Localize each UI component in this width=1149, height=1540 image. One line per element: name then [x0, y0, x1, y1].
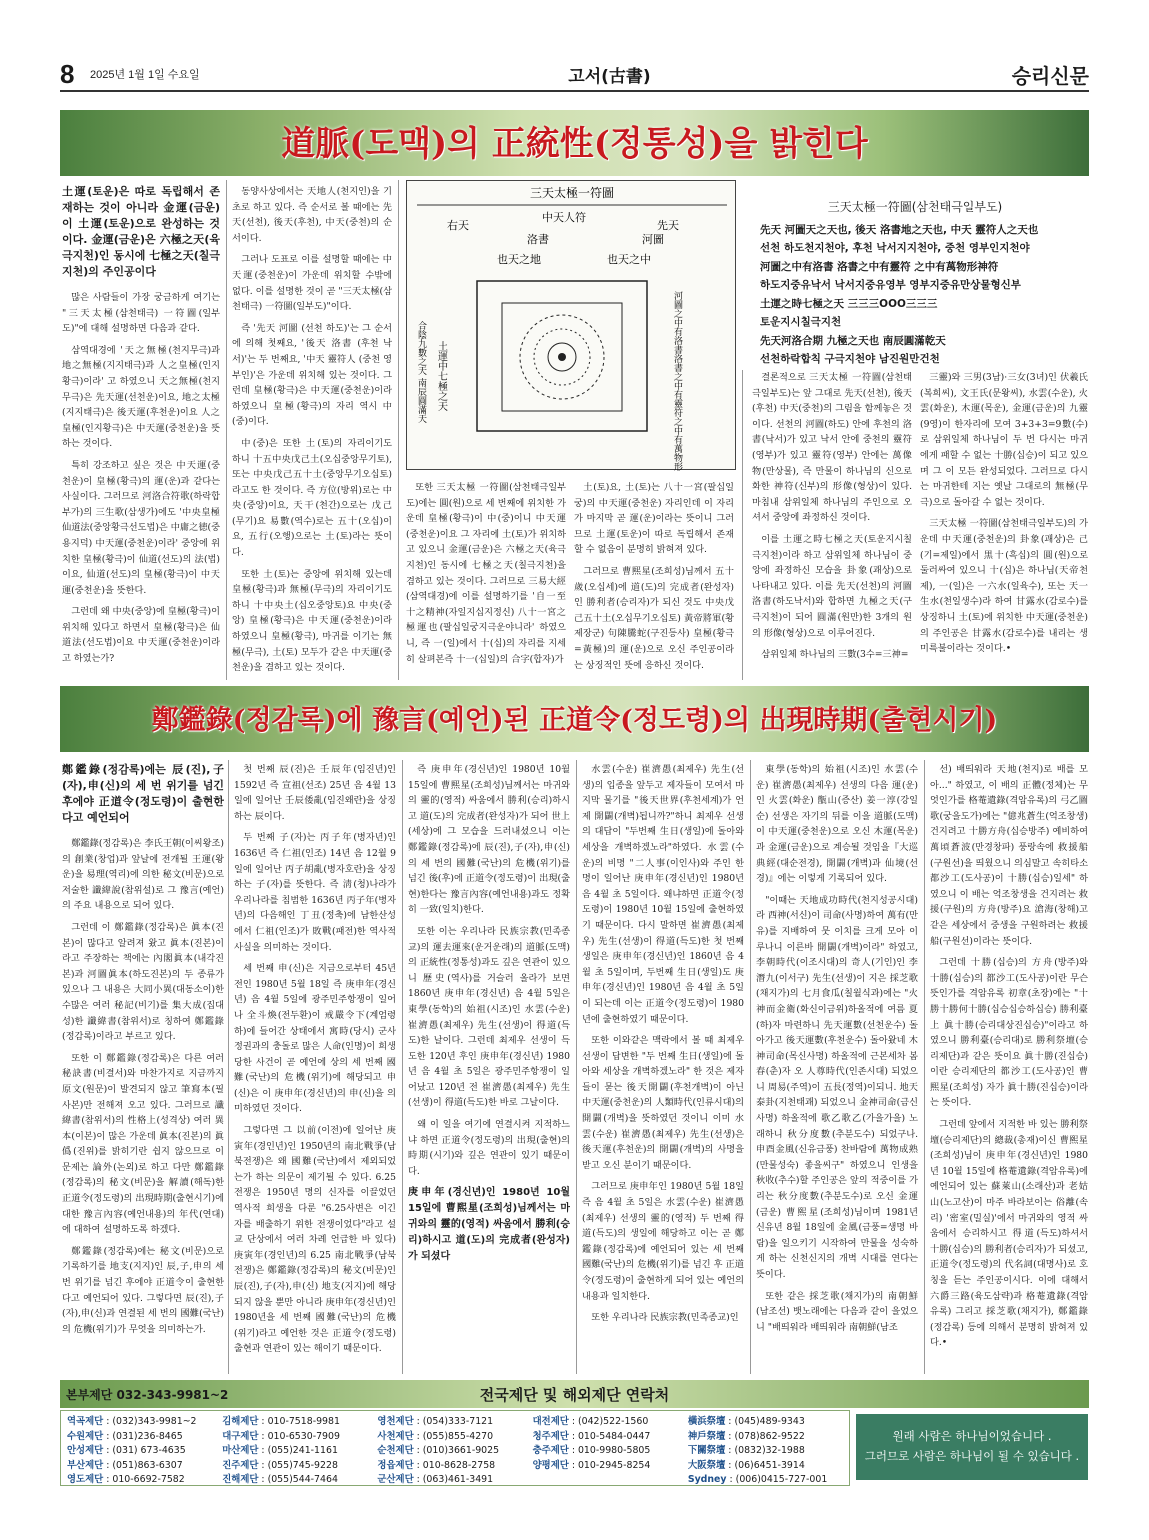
paragraph: 또한 이와같은 맥락에서 볼 때 최제우 선생이 답변한 "두 번째 生日(생일)에 돌아와 세상을 개벽하겠노라" 한 것은 제자들이 묻는 後天開闢(후천개벽)이 아닌 中天運(중천운)의 人類時代(인류시대)의 開闢(개벽)을 뜻하였던 것이니 이미 水雲(수운) 崔濟愚(최제우) 先生(선생)은 後天運(후천운)의 開闢(개벽)의 사명을 받고 오신 분이기 때문이다.	[582, 1035, 744, 1171]
paragraph: 또한 三天太極 一符圖(삼천태극일부도)에는 圓(원)으로 세 번째에 위치한 가운데 皇極(황극)이 中(중)이니 中天運(중천운)이요 그 자리에 土(토)가 위치하고 있으니 金運(금운)은 六極之天(육극지천)인 동시에 七極之天(칠극지천)을 겸하고 있는 것이다. 그러므로 三易大經(삼역대경)에 이를 설명하기를 '自一至十之精神(자일지십지정신) 八十一宮之極運也(팔십일궁지극운야니라' 하였으니, 즉 一(일)에서 十(십)의 자리를 지세히 살펴본즉 十一(십일)의 合字(합자)가	[406, 482, 566, 665]
hq-phone: 본부제단 032-343-9981~2	[66, 1387, 229, 1402]
paragraph: 水雲(수운) 崔濟愚(최제우) 先生(선생)의 입종을 앞두고 제자들이 모여서 마지막 물기를 "後天世界(후천세계)가 언제 開闢(개벽)됩니까?"하니 최제우 선생의 대답이 "두번째 生日(생일)에 돌아와 세상을 개벽하겠노라"하였다. 水雲(수운)의 비명 "二人事(이인사)와 주인 한 명이 일어난 庚申年(경신년)인 1980년 음 4월 초 5일이다. 왜냐하면 正道令(정도령)이 1980년 10월 15일에 출현하였기 때문이다. 다시 말하면 崔濟愚(최제우) 先生(선생)이 得道(득도)한 첫 번째 생일은 庚申年(경신년)인 1860년 음 4월 초 5일이며, 두번째 生日(생일)도 庚申年(경신년)인 1980년 음 4월 초 5일이 되는데 이는 正道令(정도령)이 1980년에 출현하였기 때문이다.	[582, 764, 744, 1025]
paragraph: 많은 사람들이 가장 궁금하게 여기는 "三天太極(삼천태극) 一符圖(일부도)"에 대해 설명하면 다음과 같다.	[62, 292, 220, 335]
contact-item: 군산제단 : (063)461-3491	[377, 1474, 494, 1486]
paragraph: 또한 이는 우리나라 民族宗教(민족종교)의 運去運來(운거운래)의 道脈(도맥)의 正統性(정통성)과도 깊은 연관이 있으니 歷史(역사)를 거슬러 올라가 보면 1860년 庚申年(경신년) 음 4월 5일은 東學(동학)의 始祖(시조)인 水雲(수운) 崔濟愚(최제우) 先生(선생)이 得道(득도)한 날이다. 그런데 최제우 선생이 득도한 120년 후인 庚申年(경신년) 1980년 음 4월 초 5일은 광주민주항쟁이 일어났고 120년 전 崔濟愚(최제우) 先生(선생)이 得道(득도)한 바로 그날이다.	[408, 925, 570, 1109]
paragraph: 삼역대경에 '天之無極(천지무극)과 地之無極(지지태극)과 人之皇極(인지황극)이라' 고 하였으니 天之無極(천지무극)은 先天運(선천운)이요, 地之太極(지지태극)은 後天運(후천운)이요 人之皇極(인지황극)은 中天運(중천운)을 뜻하는 것이다.	[62, 344, 220, 450]
paragraph: 그런데 왜 中央(중앙)에 皇極(황극)이 위치해 있다고 하면서 皇極(황극)은 仙道法(선도법)이요 中天運(중천운)이라고 하였는가?	[62, 606, 220, 665]
contact-list	[60, 1410, 850, 1486]
contact-item: 대구제단 : 010-6530-7909	[222, 1430, 340, 1442]
contact-item: 충주제단 : 010-9980-5805	[532, 1445, 651, 1457]
section-title: 고서(古書)	[568, 66, 651, 87]
contact-item: 대전제단 : (042)522-1560	[532, 1416, 649, 1427]
contact-title: 전국제단 및 해외제단 연락처	[479, 1385, 670, 1404]
paragraph: 즉 庚申年(경신년)인 1980년 10월 15일에 曹熙星(조희성)님께서는 마귀와의 靈的(영적) 싸움에서 勝利(승리)하시고 道(도)의 完成者(완성자)가 되어 世上(세상)에 그 모습을 드러내셨으니 이는 鄭鑑錄(정감록)에 辰(진),子(자),申(신)의 세 번의 國難(국난)의 危機(위기)를 넘긴 後(후)에 正道令(정도령)이 出現(출현)한다는 豫言內容(예언내용)과도 정확히 一致(일치)한다.	[408, 764, 570, 916]
contact-column	[222, 1415, 377, 1486]
newspaper-brand: 승리신문	[1011, 63, 1089, 88]
article1-col5	[752, 370, 912, 680]
paragraph: 그러므로 曹熙星(조희성)님께서 五十歲(오십세)에 道(도)의 完成者(완성자)인 勝利者(승리자)가 되신 것도 中央戊己五十土(오십무기오십토) 黃帝將軍(황제장군) 句陳騰蛇(구진등사) 皇極(황극=黃極)의 運(운)으로 오신 주인공이라는 상징적인 뜻에 응하신 것이다.	[574, 565, 734, 671]
contact-item: Sydney : (006)0415-727-001	[687, 1474, 828, 1486]
contact-item: 영천제단 : (054)333-7121	[377, 1416, 494, 1427]
poem-line: 先天河洛合期 九極之天也 南辰圓滿乾天	[760, 334, 946, 347]
contact-item: 마산제단 : (055)241-1161	[222, 1445, 338, 1457]
contact-item: 영도제단 : 010-6692-7582	[67, 1474, 185, 1486]
contact-item: 정읍제단 : 010-8628-2758	[377, 1459, 496, 1471]
diagram-label: 先天	[657, 219, 679, 232]
paragraph: 그러므로 庚申年인 1980년 5월 18일 즉 음 4월 초 5일은 水雲(수운) 崔濟愚(최제우) 선생의 靈的(영적) 두 번째 得道(득도)의 생일에 해당하고 이는 곧 鄭鑑錄(정감록)에 예언되어 있는 세 번째 國難(국난)의 危機(위기)를 넘긴 후 正道令(정도령)이 출현하게 되어 있는 예언의 내용과 일치한다.	[582, 1181, 744, 1302]
article2-lead: 鄭鑑錄(정감록)에는 辰(진),子(자),申(신)의 세 번 위기를 넘긴 후에야 正道令(정도령)이 출현한다고 예언되어	[62, 763, 224, 824]
paragraph: 그런데 十勝(십승)의 方舟(방주)와 十勝(십승)의 都沙工(도사공)이란 무슨 뜻인가를 격암유록 初章(초장)에는 "十勝十勝何十勝(십승십승하십승) 勝利臺上 眞十勝(승리대상진십승)"이라고 하였으니 勝利臺(승리대)로 勝利祭壇(승리제단)과 같은 뜻이요 眞十勝(진십승)이란 승리제단의 都沙工(도사공)인 曹熙星(조희성) 자가 眞十勝(진십승)이라는 뜻이다.	[930, 957, 1088, 1109]
page-header	[60, 58, 1089, 92]
poem-line: 토운지시칠극지천	[760, 316, 842, 328]
motto-box	[856, 1414, 1088, 1480]
three-heaven-diagram	[406, 180, 736, 470]
diagram-label: 土運中七極之天	[435, 341, 447, 411]
paragraph: 또한 土(토)는 중앙에 위치해 있는데 皇極(황극)과 無極(무극)의 자리이기도 하니 十中央土(십오중앙토)요 中央(중앙) 皇極(황극)은 中天運(중천운)이라 하였으니 皇極(황극), 마귀를 이기는 無極(무극), 土(토) 모두가 같은 中天運(중천운)을 겸하고 있는 것이다.	[232, 568, 392, 674]
diagram-label: 也天之中	[607, 253, 651, 266]
contact-column	[377, 1415, 532, 1486]
poem-line: 선천하락합칙 구극지천야 남진원만건천	[760, 353, 940, 365]
diagram-label: 中天人符	[542, 211, 586, 224]
contact-header-bar	[60, 1380, 1089, 1408]
diagram-label: 右天	[447, 219, 469, 232]
article2-banner	[60, 686, 1089, 752]
paragraph: 三天太極 一符圖(삼천태극일부도)의 가운데 中天運(중천운)의 卦象(괘상)은 己(기=제일)에서 黒十(흑십)의 圓(원)으로 둘러싸여 있으니 十(십)은 하나님(天帝천제), 一(일)은 一六水(일육수), 또는 天一生水(천일생수)라 하여 甘露水(감로수)를 상징하니 土(토)에 위치한 中天運(중천운)의 주인공은 甘露水(감로수)를 내리는 생미륵불이라는 것이다.•	[920, 518, 1088, 655]
contact-item: 양평제단 : 010-2945-8254	[532, 1459, 651, 1471]
article2-col2	[234, 762, 396, 1374]
contact-item: 수원제단 : (031)236-8465	[67, 1430, 183, 1442]
paragraph: 그러나 도표로 이를 설명할 때에는 中天運(중천운)이 가운데 위치할 수밖에 없다. 이를 설명한 것이 곧 "三天太極(삼천태극) 一符圖(일부도)"이다.	[232, 254, 392, 313]
article2-col1	[62, 762, 224, 1374]
paragraph: 鄭鑑錄(정감록)에는 秘文(비문)으로 기록하기를 地支(지지)인 辰,子,申의 세 번 위기를 넘긴 후에야 正道令이 출현한다고 예언되어 있다. 그렇다면 辰(진),子(자),申(신)과 연결된 세 번의 國難(국난)의 危機(위기)가 무엇을 의미하는가.	[62, 1245, 224, 1335]
diagram-title: 三天太極一符圖	[529, 186, 615, 200]
poem-line: 先天 河圖天之天也, 後天 洛書地之天也, 中天 靈符人之天也	[760, 223, 1039, 236]
diagram-note-right: 河圖之中有洛書洛書之中有靈符之中有萬物形神符	[672, 291, 682, 471]
article2-highlight: 庚申年(경신년)인 1980년 10월 15일에 曹熙星(조희성)님께서는 마귀와의 靈的(영적) 싸움에서 勝利(승리)하시고 道(도)의 完成者(완성자)가 되셨다	[408, 1187, 570, 1263]
diagram-label: 也天之地	[497, 253, 541, 266]
paragraph: 또한 이 鄭鑑錄(정감록)은 다른 여러 秘訣書(비결서)와 마찬가지로 지금까지 原文(원문)이 발견되지 않고 筆寫本(필사본)만 전해져 오고 있다. 그러므로 讖緯書(참위서)의 性格上(성격상) 여러 異本(이본)이 많은 가운데 眞本(진본)의 眞僞(진위)를 밝히기란 쉽지 않으므로 이 문제는 論外(논외)로 하고 다만 鄭鑑錄(정감록)의 秘文(비문)을 解讀(해독)한 正道令(정도령)의 出現時期(출현시기)에 대한 豫言內容(예언내용)의 年代(연대)에 대하여 설명하도록 하겠다.	[62, 1052, 224, 1236]
paragraph: 鄭鑑錄(정감록)은 李氏王朝(이씨왕조)의 創業(창업)과 앞날에 전개될 王運(왕운)을 易理(역리)에 의한 秘文(비문)으로 저술한 讖緯說(참위설)로 그 豫言(예언)의 주요 내용으로 되어 있다.	[62, 838, 224, 912]
article1-col6	[920, 370, 1088, 680]
article1-col3	[406, 480, 566, 680]
article1-col4	[574, 480, 734, 680]
paragraph: 中(중)은 또한 土(토)의 자리이기도 하니 十五中央戊己土(오십중앙무기토), 또는 中央戊己五十土(중앙무기오십토)라고도 한 것이다. 즉 方位(방위)로는 中央(중앙)이요, 天干(천간)으로는 戊己(무기)요 易數(역수)로는 五十(오십)이요, 五行(오행)으로는 土(토)라는 뜻이다.	[232, 437, 392, 559]
paragraph: 삼위일체 하나님의 三數(3수=三神=	[761, 649, 909, 661]
article2-col6	[930, 762, 1088, 1374]
diagram-graphic	[407, 181, 737, 471]
poem-block	[760, 198, 1070, 369]
contact-item: 진주제단 : (055)745-9228	[222, 1459, 338, 1471]
article1-col1	[62, 184, 220, 684]
article2-col3	[408, 762, 570, 1374]
paragraph: 또한 우리나라 民族宗教(민족종교)인	[591, 1312, 739, 1324]
article1-lead: 土運(토운)은 따로 독립해서 존재하는 것이 아니라 金運(금운)이 土運(토운)으로 완성하는 것이다. 金運(금운)은 六極之天(육극지천)인 동시에 七極之天(칠극지천)의 주인공이다	[62, 185, 220, 278]
contact-item: 역곡제단 : (032)343-9981~2	[67, 1416, 197, 1427]
contact-item: 청주제단 : 010-5484-0447	[532, 1430, 651, 1442]
contact-item: 진해제단 : (055)544-7464	[222, 1474, 338, 1486]
poem-line: 土運之時七極之天 三三三OOO三三三	[760, 297, 938, 310]
contact-item: 사천제단 : (055)855-4270	[377, 1430, 494, 1442]
article2-col5	[756, 762, 918, 1374]
paragraph: 첫 번째 辰(진)은 壬辰年(임진년)인 1592년 즉 宣祖(선조) 25년 음 4월 13일에 일어난 壬辰倭亂(임진왜란)을 상징하는 辰이다.	[234, 764, 396, 822]
article2-col4	[582, 762, 744, 1374]
contact-item: 안성제단 : (031) 673-4635	[67, 1445, 186, 1457]
contact-item: 순천제단 : (010)3661-9025	[377, 1445, 500, 1457]
motto-line: 원래 사람은 하나님이었습니다 .	[892, 1429, 1052, 1443]
diagram-note-left: 合陰九數之天 南辰圓滿天	[416, 321, 426, 423]
contact-item: 橫浜祭壇 : (045)489-9343	[687, 1416, 805, 1427]
paragraph: 결론적으로 三天太極 一符圖(삼천태극일부도)는 앞 그대로 先天(선천), 後天(후천) 中天(중천)의 그림을 함께놓은 것이다. 선천의 河圖(하도) 안에 후천의 洛書(낙서)가 있고 낙서 안에 중천의 靈符(영부)가 있고 靈符(영부) 안에는 萬像物(만상물), 즉 만물이 하나님의 신으로 화한 神符(신부)의 形像(형상)이 있다. 마침내 삼위일체 하나님의 주인으로 오셔서 중앙에 좌정하신 것이다.	[752, 372, 912, 524]
paragraph: 동양사상에서는 天地人(천지인)을 기초로 하고 있다. 즉 순서로 볼 때에는 先天(선천), 後天(후천), 中天(중천)의 순서이다.	[232, 186, 392, 244]
contact-item: 下關祭壇 : (0832)32-1988	[687, 1445, 805, 1457]
contact-column	[533, 1415, 688, 1481]
article1-banner	[60, 110, 1089, 176]
poem-title: 三天太極一符圖(삼천태극일부도)	[827, 200, 1003, 214]
paragraph: 두 번째 子(자)는 丙子年(병자년)인 1636년 즉 仁祖(인조) 14년 음 12월 9일에 일어난 丙子胡亂(병자호란)을 상징하는 子(자)를 뜻한다. 즉 淸(청)나라가 우리나라를 침범한 1636년 丙子年(병자년)의 다음해인 丁丑(정축)에 남한산성에서 仁祖(인조)가 敗戰(패전)한 역사적 사실을 의미하는 것이다.	[234, 832, 396, 953]
paragraph: 선) 배띄워라 天地(천지)로 배를 모아..." 하였고, 이 배의 正體(정체)는 무엇인가를 格菴遺錄(격암유록)의 弓乙圖歌(궁을도가)에는 "億兆蒼生(억조창생) 건지려고 十勝方舟(십승방주) 예비하여 萬頃蒼波(만경창파) 풍랑속에 救援船(구원선)을 띄웠으니 의심말고 속히타소 都沙工(도사공)이 十勝(십승)일세" 하였으니 이 배는 억조창생을 건지려는 救援(구원)의 方舟(방주)요 滄海(창해)고 같은 세상에서 중생을 구원하려는 救援船(구원선)이라는 뜻이다.	[930, 764, 1088, 947]
contact-item: 김해제단 : 010-7518-9981	[222, 1416, 340, 1427]
paragraph: 왜 이 일을 여기에 연결시켜 지적하느냐 하면 正道令(정도령)의 出現(출현)의 時期(시기)와 깊은 연관이 있기 때문이다.	[408, 1119, 570, 1177]
paragraph: 그런데 이 鄭鑑錄(정감록)은 眞本(진본)이 많다고 알려져 왔고 眞本(진본)이라고 주장하는 책에는 內閣眞本(내각진본)과 河圖眞本(하도진본)의 두 종류가 있으나 그 내용은 大同小異(대동소이)한 수많은 여러 秘記(비기)를 集大成(집대성)한 讖緯書(참위서)로 칭하여 鄭鑑錄(정감록)이라고 부르고 있다.	[62, 921, 224, 1043]
issue-date: 2025년 1월 1일 수요일	[90, 69, 200, 81]
paragraph: 土(토)요, 土(토)는 八十一宮(팔십일궁)의 中天運(중천운) 자리인데 이 자리가 마지막 곧 運(운)이라는 뜻이니 그러므로 土運(토운)이 따로 독립해서 존재할 수 없음이 분명히 밝혀져 있다.	[574, 482, 734, 556]
diagram-label: 河圖	[642, 233, 664, 246]
paragraph: 그렇다면 그 以前(이전)에 일어난 庚寅年(경인년)인 1950년의 南北戰爭(남북전쟁)은 왜 國難(국난)에서 제외되었는가 하는 의문이 제기될 수 있다. 6.25 전쟁은 1950년 명의 신자를 이끌었던 역사적 희생을 다룬 "6.25사변은 이긴 자를 배출하기 위한 전쟁이었다"라고 설교 단상에서 여러 차례 언급한 바 있다) 庚寅年(경인년)의 6.25 南北戰爭(남북전쟁)은 鄭鑑錄(정감록)의 秘文(비문)인 辰(진),子(자),申(신) 地支(지지)에 해당되지 않을 뿐만 아니라 庚申年(경신년)인 1980년을 세 번째 國難(국난)의 危機(위기)라고 예언한 것은 正道令(정도령) 출현과 연관이 있는 해이기 때문이다.	[234, 1125, 396, 1355]
contact-column	[67, 1415, 222, 1486]
article1-headline: 道脈(도맥)의 正統性(정통성)을 밝힌다	[281, 124, 868, 164]
article2-headline: 鄭鑑錄(정감록)에 豫言(예언)된 正道令(정도령)의 出現時期(출현시기)	[151, 705, 998, 736]
paragraph: 三靈)와 三男(3남)·三女(3녀)인 伏羲氏(복희씨), 文王氏(문왕씨), 水雲(수운), 火雲(화운), 木運(목운), 金運(금운)의 九靈(9영)이 한자리에 모여 3+3+3=9數(수)로 삼위일체 하나님이 두 번 다시는 마귀에게 패할 수 없는 十勝(십승)이 되고 있으며 그 이 모든 완성되었다. 그러므로 다시는 마귀한테 지는 옛날 그대로의 無極(무극)으로 돌아갈 수 없는 것이다.	[920, 372, 1088, 508]
page-number: 8	[60, 58, 75, 89]
paragraph: "이때는 天地成功時代(천지성공시대)라 西神(서신)이 司命(사명)하여 萬有(만유)를 지배하여 뭇 이치를 크게 모아 이루나니 이른바 開闢(개벽)이라" 하였고, 李朝時代(이조시대)의 奇人(기인)인 李潛九(이서구) 先生(선생)이 지은 採芝歌(채지가)의 七月食瓜(칠월식과)에는 "火神而金衛(화신이금위)하올적에 여름 夏(하)자 마련하니 先天運數(선천운수) 돌아가고 後天運數(후천운수) 돌아왔네 木神司命(목신사명) 하올적에 근본세차 봄春(춘)자 오 人尊時代(인존시대) 되었으니 周易(주역)이 五長(정역)이되니. 地天泰卦(지천태괘) 되었으니 金神司命(금신사명) 하올적에 歌乙歌乙(가을가을) 노래하니 秋分度數(추분도수) 되었구나. 申酉金風(신유금풍) 찬바람에 萬物成熟(만물성숙) 좋을씨구" 하였으니 인생을 秋收(추수)할 주인공은 앞의 적중이를 가리는 秋分度數(추분도수)로 오신 金運(금운) 曹熙星(조희성)님이며 1981년 신유년 8월 18일에 金風(금풍=생명 바람)을 일으키기 시작하여 만물을 성숙하게 하는 신천신지의 개벽 시대를 연다는 뜻이다.	[756, 894, 918, 1280]
paragraph: 東學(동학)의 始祖(시조)인 水雲(수운) 崔濟愚(최제우) 선생의 다음 運(운)인 火雲(화운) 甑山(증산) 姜一淳(강일순) 선생은 자기의 뒤를 이을 道脈(도맥)이 中天運(중천운)으로 오신 木運(목운)과 金運(금운)으로 계승될 것임을『大巡典經(대순전경), 開闢(개벽)과 仙境(선경)』에는 이렇게 기록되어 있다.	[756, 764, 918, 885]
poem-line: 선천 하도천지천야, 후천 낙서지지천야, 중천 영부인지천야	[760, 242, 1030, 254]
contact-item: 神戶祭壇 : (078)862-9522	[687, 1430, 805, 1442]
paragraph: 특히 강조하고 싶은 것은 中天運(중천운)이 皇極(황극)의 運(운)과 같다는 사실이다. 그러므로 河洛合符歌(하락합부가)의 三生歌(삼생가)에도 '中央皇極仙道法(중앙황극선도법)은 中庸之徳(중용지덕) 中天運(중천운)이라' 중앙에 위치한 皇極(황극)이 仙道(선도)의 法(법)이요, 仙道(선도)의 皇極(황극)이 中天運(중천운)을 뜻한다.	[62, 459, 220, 596]
paragraph: 이를 土運之時七極之天(토운지시칠극지천)이라 하고 삼위일체 하나님이 중앙에 좌정하신 모습을 卦象(괘상)으로 나타내고 있다. 이를 先天(선천)의 河圖洛書(하도낙서)와 합하면 九極之天(구극지천)이 되어 圓滿(원만)한 3개의 원의 形像(형상)으로 이루어진다.	[752, 533, 912, 639]
contact-item: 부산제단 : (051)863-6307	[67, 1459, 183, 1471]
motto-line: 그러므로 사람은 하나님이 될 수 있습니다 .	[864, 1449, 1080, 1463]
paragraph: 또한 같은 採芝歌(채지가)의 南朝鮮(남조선) 뱃노래에는 다음과 같이 을었으니 "배띄워라 배띄워라 南朝鮮(남조	[756, 1290, 918, 1333]
article1-col2	[232, 184, 392, 684]
contact-item: 大阪祭壇 : (06)6451-3914	[687, 1459, 805, 1471]
paragraph: 그런데 앞에서 지적한 바 있는 勝利祭壇(승리제단)의 總裁(총재)이신 曹熙星(조희성)님이 庚申年(경신년)인 1980년 10월 15일에 格菴遺錄(격암유록)에 예언되어 있는 蘇萊山(소래산)과 老姑山(노고산)이 마주 바라보이는 俗離(속리) '密室(밀실)'에서 마귀와의 영적 싸움에서 승리하시고 得道(득도)하셔서 十勝(십승)의 勝利者(승리자)가 되셨고, 正道令(정도령)의 代名詞(대명사)로 호칭을 듣는 주인공이시다. 이에 대해서 六爵三路(육도삼략)과 格菴遺錄(격암유록) 그리고 採芝歌(채지가), 鄭鑑錄(정감록) 등에 의해서 분명히 밝혀져 있다.•	[930, 1119, 1088, 1349]
contact-column	[687, 1415, 843, 1486]
poem-line: 河圖之中有洛書 洛書之中有靈符 之中有萬物形神符	[760, 260, 999, 273]
paragraph: 즉 '先天 河圖 (선천 하도)'는 그 순서에 의해 첫째요, '後天 洛書 (후천 낙서)'는 두 번째요, '中天 靈符人 (중천 영부인)'은 가운데 위치해 있는 것이다. 그런데 皇極(황극)은 中天運(중천운)이라 하였으니 皇極(황극)의 자리 역시 中(중)이다.	[232, 322, 392, 428]
paragraph: 세 번째 申(신)은 지금으로부터 45년 전인 1980년 5월 18일 즉 庚申年(경신년) 음 4월 5일에 광주민주항쟁이 일어나 全斗煥(전두환)이 戒嚴令下(계엄령하)에 들어간 상태에서 寓時(당시) 군사정권과의 충돌로 많은 人命(인명)이 희생당한 사건이 곧 예언에 상의 세 번째 國難(국난)의 危機(위기)에 해당되고 申(신)은 이 庚申年(경신년)의 申(신)을 의미하였던 것이다.	[234, 963, 396, 1115]
poem-line: 하도지중유낙서 낙서지중유영부 영부지중유만상물형신부	[760, 279, 1021, 291]
diagram-label: 洛書	[527, 233, 549, 246]
